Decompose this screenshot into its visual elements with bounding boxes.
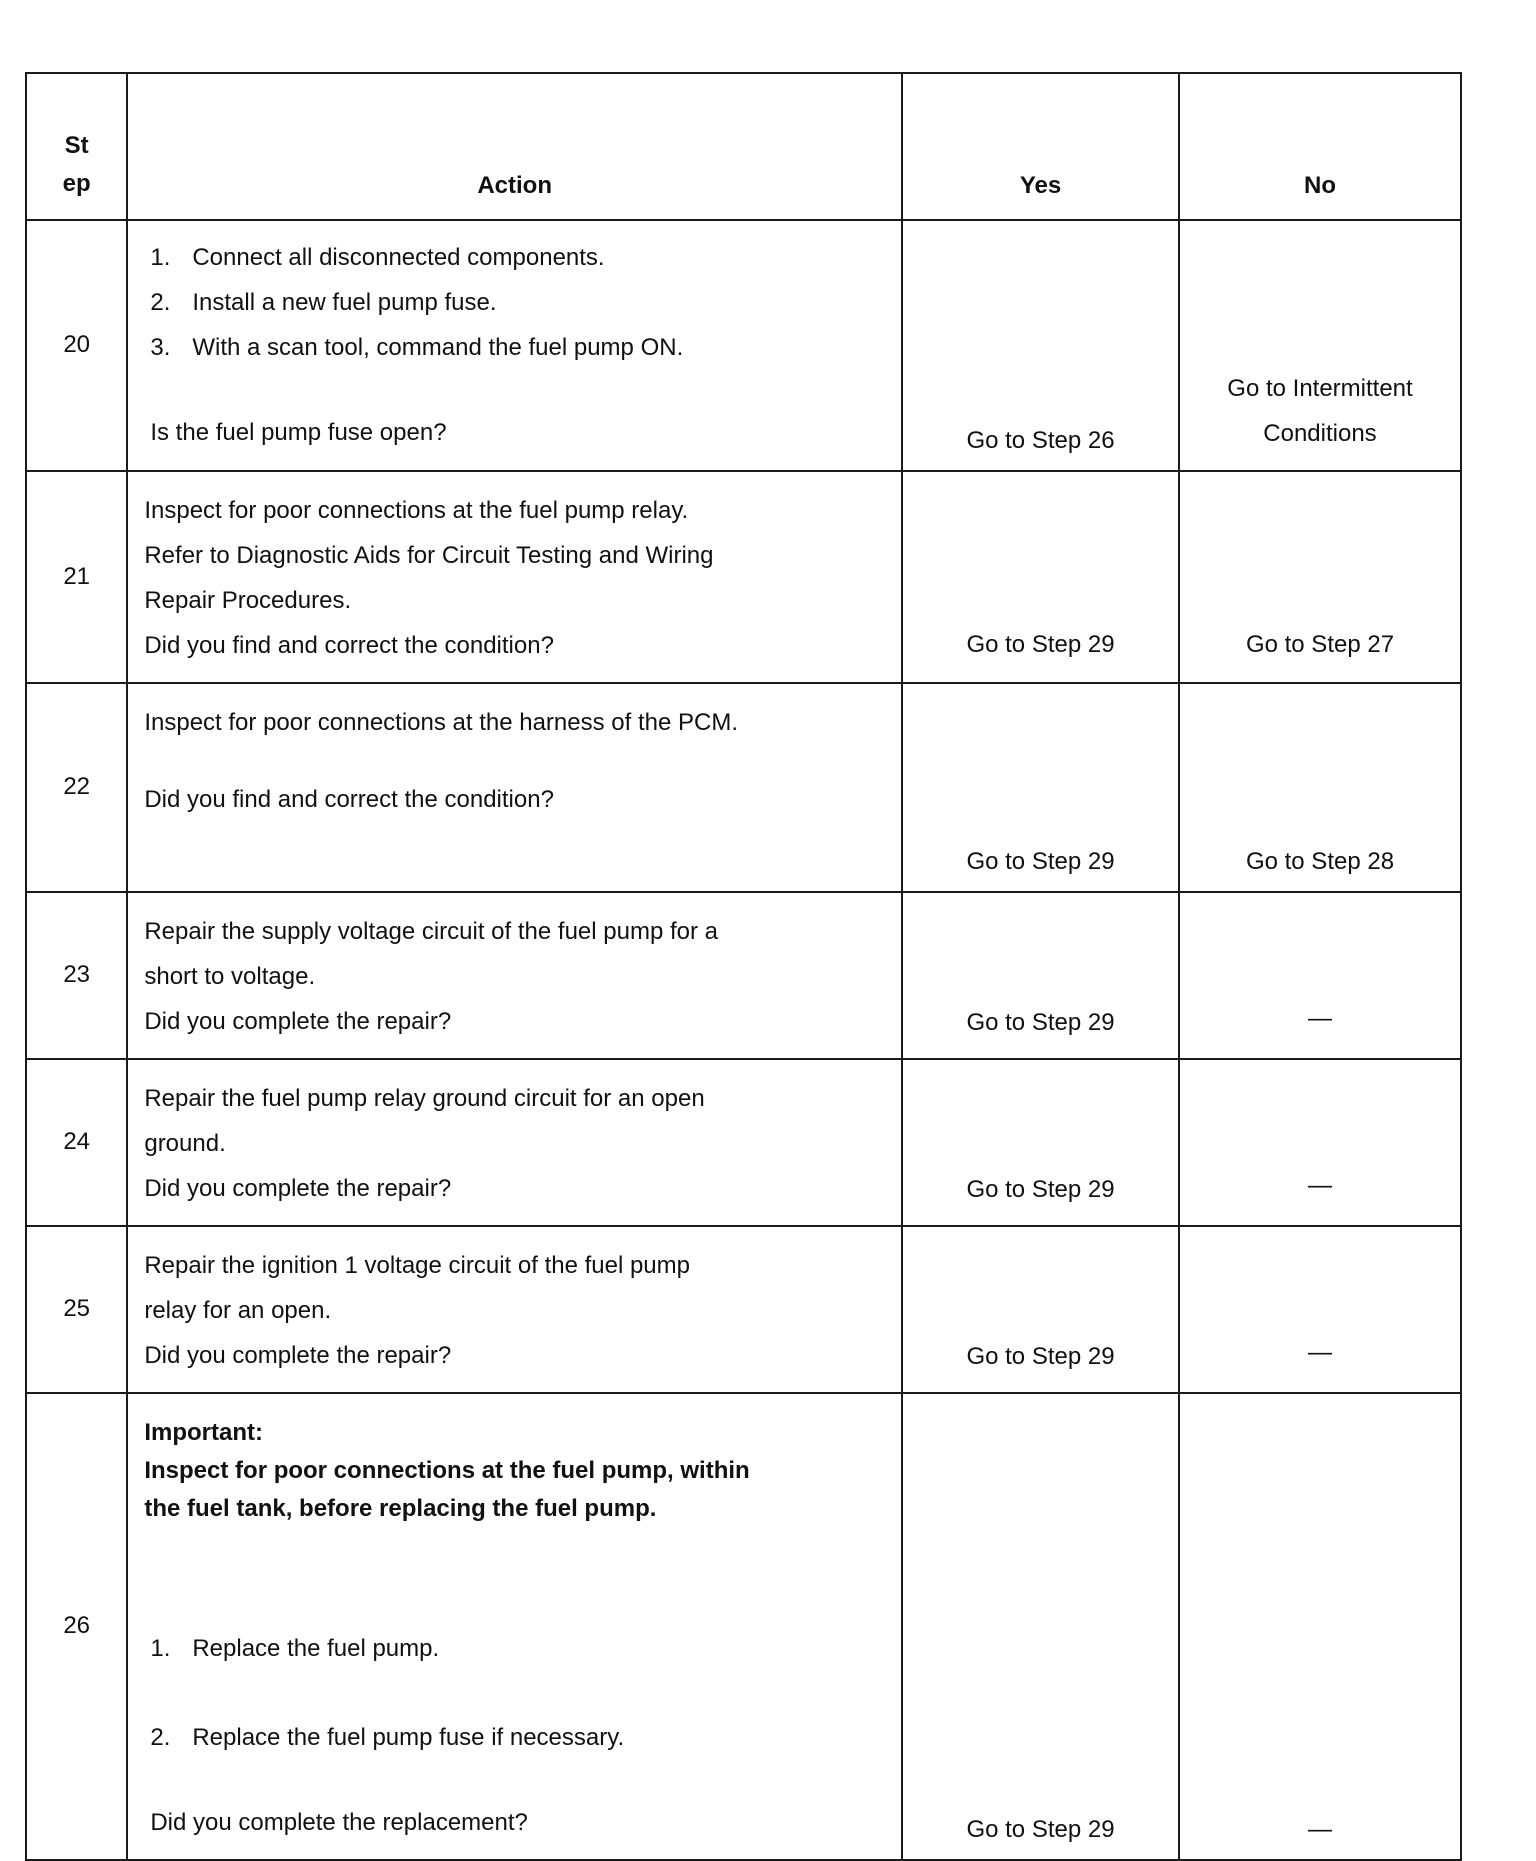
header-row: [26, 73, 1461, 220]
step-number: 23: [26, 892, 127, 1059]
yes-cell: Go to Step 26: [902, 220, 1179, 471]
table-row: [26, 683, 1461, 892]
action-cell: Repair the ignition 1 voltage circuit of the fuel pump relay for an open. Did you complete the repair?: [127, 1226, 902, 1393]
action-cell: [127, 1393, 902, 1860]
action-cell: Repair the supply voltage circuit of the fuel pump for a short to voltage. Did you complete the repair?: [127, 892, 902, 1059]
list-item: 2. Replace the fuel pump fuse if necessary.: [150, 1724, 625, 1751]
em-dash: —: [1307, 1005, 1332, 1033]
action-question: Did you complete the repair?: [144, 1175, 452, 1202]
step-column-header: [26, 73, 127, 220]
em-dash: —: [1307, 1172, 1332, 1200]
action-cell: Repair the fuel pump relay ground circuit for an open ground. Did you complete the repair?: [127, 1059, 902, 1226]
table-row: [26, 1393, 1461, 1860]
no-column-header: No: [1179, 73, 1461, 220]
no-cell: [1179, 1059, 1461, 1226]
no-cell: [1179, 1393, 1461, 1860]
action-question: Did you complete the replacement?: [150, 1809, 528, 1836]
action-column-header: Action: [127, 73, 902, 220]
yes-column-header: Yes: [902, 73, 1179, 220]
step-number: 20: [26, 220, 127, 471]
action-steps-list: [144, 235, 885, 370]
step-number: 22: [26, 683, 127, 892]
action-question: Did you complete the repair?: [144, 1008, 452, 1035]
step-header-line-1: St: [64, 132, 89, 159]
table-row: [26, 1226, 1461, 1393]
action-cell: Inspect for poor connections at the harness of the PCM. Did you find and correct the condition?: [127, 683, 902, 892]
action-cell: Inspect for poor connections at the fuel pump relay. Refer to Diagnostic Aids for Circuit Testing and Wiring Repair Procedures. Did you find and correct the condition?: [127, 471, 902, 683]
no-cell: Go to Intermittent Conditions: [1179, 220, 1461, 471]
step-number: 25: [26, 1226, 127, 1393]
yes-cell: Go to Step 29: [902, 1059, 1179, 1226]
action-question: Did you complete the repair?: [144, 1342, 452, 1369]
action-cell: [127, 220, 902, 471]
step-header-line-2: ep: [62, 170, 91, 197]
important-label: Important:: [144, 1419, 263, 1446]
action-question: Is the fuel pump fuse open?: [150, 419, 447, 446]
list-item: 1. Connect all disconnected components.: [150, 244, 605, 271]
action-question: Did you find and correct the condition?: [144, 632, 554, 659]
table-row: [26, 471, 1461, 683]
em-dash: —: [1307, 1816, 1332, 1844]
yes-cell: Go to Step 29: [902, 892, 1179, 1059]
yes-cell: Go to Step 29: [902, 1226, 1179, 1393]
table-row: [26, 892, 1461, 1059]
action-question: Did you find and correct the condition?: [144, 786, 554, 813]
list-item: 2. Install a new fuel pump fuse.: [150, 289, 497, 316]
no-cell: [1179, 1226, 1461, 1393]
important-note-line-1: Inspect for poor connections at the fuel pump, within: [144, 1457, 750, 1484]
yes-cell: Go to Step 29: [902, 471, 1179, 683]
no-cell: Go to Step 27: [1179, 471, 1461, 683]
table-row: [26, 220, 1461, 471]
no-cell: [1179, 892, 1461, 1059]
list-item: 1. Replace the fuel pump.: [150, 1635, 440, 1662]
step-number: 21: [26, 471, 127, 683]
yes-cell: Go to Step 29: [902, 1393, 1179, 1860]
diagnostic-table: [25, 72, 1462, 1861]
yes-cell: Go to Step 29: [902, 683, 1179, 892]
step-number: 26: [26, 1393, 127, 1860]
em-dash: —: [1307, 1339, 1332, 1367]
step-number: 24: [26, 1059, 127, 1226]
no-cell: Go to Step 28: [1179, 683, 1461, 892]
list-item: 3. With a scan tool, command the fuel pump ON.: [150, 334, 684, 361]
important-note-line-2: the fuel tank, before replacing the fuel pump.: [144, 1495, 657, 1522]
table-row: [26, 1059, 1461, 1226]
